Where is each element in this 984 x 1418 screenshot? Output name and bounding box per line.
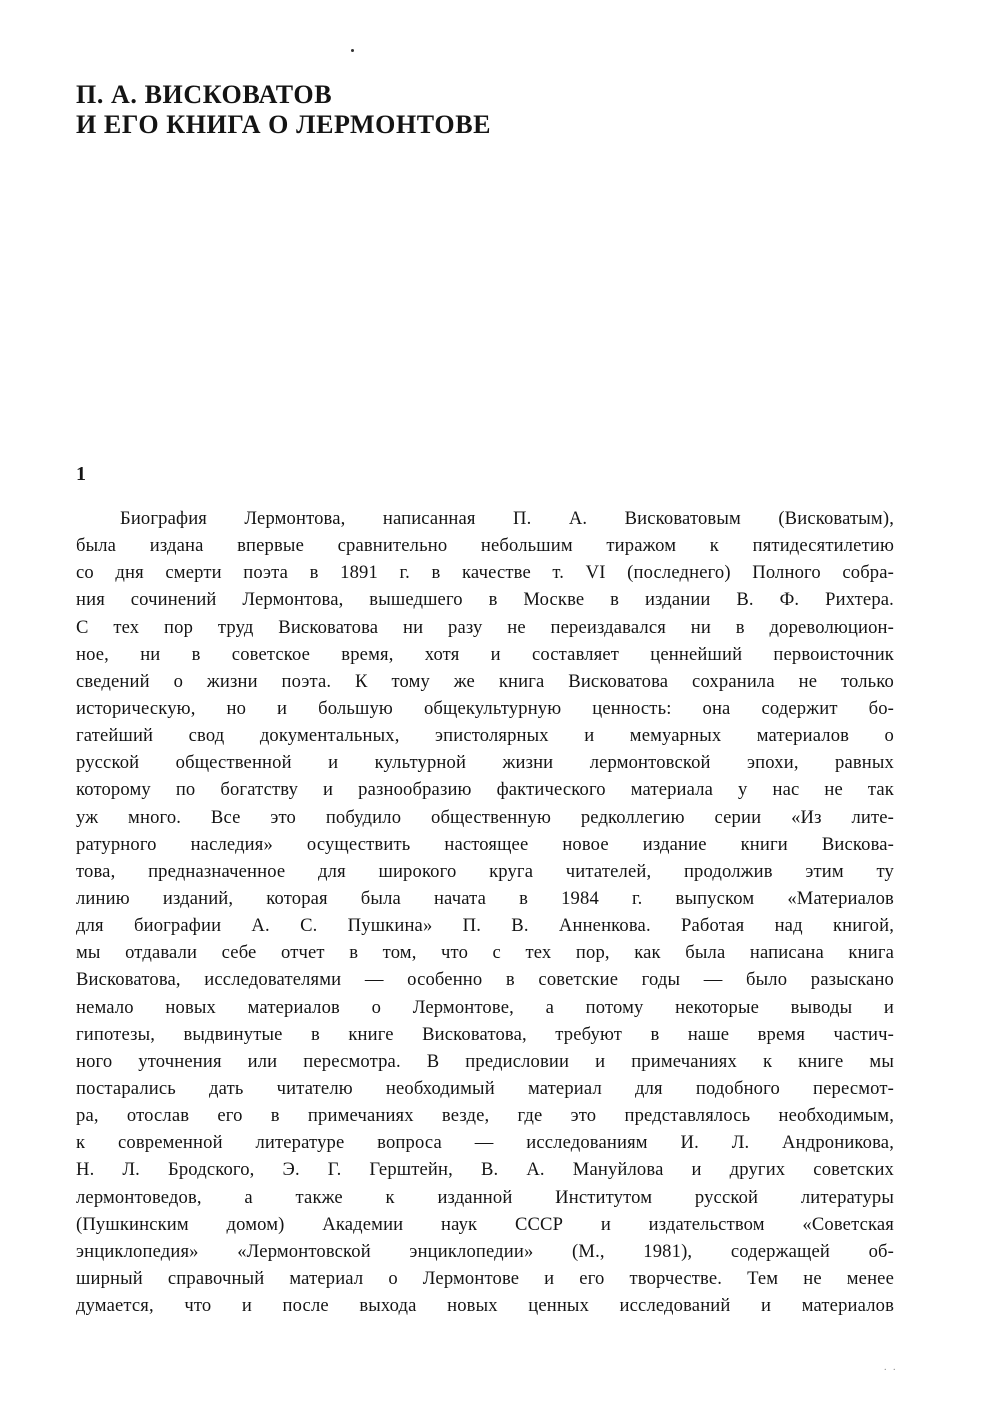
text-line: ратурного наследия» осуществить настоящее новое издание книги Вискова- (76, 833, 894, 855)
text-line: гипотезы, выдвинутые в книге Висковатова, требуют в наше время частич- (76, 1023, 894, 1045)
text-line: русской общественной и культурной жизни лермонтовской эпохи, равных (76, 752, 894, 774)
body-paragraph (76, 505, 894, 1319)
text-line: Висковатова, исследователями — особенно в советские годы — было разыскано (76, 969, 894, 991)
chapter-title (76, 80, 491, 140)
text-line: линию изданий, которая была начата в 1984 г. выпуском «Материалов (76, 887, 894, 909)
text-line: лермонтоведов, а также к изданной Институтом русской литературы (76, 1186, 894, 1208)
text-line: энциклопедия» «Лермонтовской энциклопедии» (М., 1981), содержащей об- (76, 1240, 894, 1262)
text-line: С тех пор труд Висковатова ни разу не переиздавался ни в дореволюцион- (76, 616, 894, 638)
text-line: ра, отослав его в примечаниях везде, где это представлялось необходимым, (76, 1105, 894, 1127)
text-line: для биографии А. С. Пушкина» П. В. Анненкова. Работая над книгой, (76, 915, 894, 937)
section-number: 1 (76, 463, 86, 485)
text-line: Биография Лермонтова, написанная П. А. Висковатовым (Висковатым), (120, 508, 894, 529)
print-speck (351, 49, 354, 52)
text-line: которому по богатству и разнообразию фактического материала у нас не так (76, 779, 894, 801)
chapter-title-line-1: П. А. ВИСКОВАТОВ (76, 80, 333, 109)
text-line: ного уточнения или пересмотра. В предисловии и примечаниях к книге мы (76, 1050, 894, 1072)
text-line: была издана впервые сравнительно небольшим тиражом к пятидесятилетию (76, 535, 894, 557)
chapter-title-line-2: И ЕГО КНИГА О ЛЕРМОНТОВЕ (76, 110, 492, 139)
text-line: ное, ни в советское время, хотя и составляет ценнейший первоисточник (76, 643, 894, 665)
text-line: постарались дать читателю необходимый материал для подобного пересмот- (76, 1077, 894, 1099)
text-line: уж много. Все это побудило общественную редколлегию серии «Из лите- (76, 806, 894, 828)
text-line: историческую, но и большую общекультурную ценность: она содержит бо- (76, 697, 894, 719)
text-line: со дня смерти поэта в 1891 г. в качестве т. VI (последнего) Полного собра- (76, 562, 894, 584)
text-line: думается, что и после выхода новых ценных исследований и материалов (76, 1295, 894, 1317)
text-line: ния сочинений Лермонтова, вышедшего в Москве в издании В. Ф. Рихтера. (76, 589, 894, 611)
text-line: немало новых материалов о Лермонтове, а потому некоторые выводы и (76, 996, 894, 1018)
footer-marks: . . (884, 1362, 898, 1373)
text-line: това, предназначенное для широкого круга читателей, продолжив этим ту (76, 860, 894, 882)
text-line: гатейший свод документальных, эпистолярных и мемуарных материалов о (76, 725, 894, 747)
text-line: сведений о жизни поэта. К тому же книга Висковатова сохранила не только (76, 670, 894, 692)
text-line: к современной литературе вопроса — исследованиям И. Л. Андроникова, (76, 1132, 894, 1154)
text-line: мы отдавали себе отчет в том, что с тех пор, как была написана книга (76, 942, 894, 964)
text-line: (Пушкинским домом) Академии наук СССР и издательством «Советская (76, 1213, 894, 1235)
text-line: ширный справочный материал о Лермонтове и его творчестве. Тем не менее (76, 1267, 894, 1289)
text-line: Н. Л. Бродского, Э. Г. Герштейн, В. А. Мануйлова и других советских (76, 1159, 894, 1181)
